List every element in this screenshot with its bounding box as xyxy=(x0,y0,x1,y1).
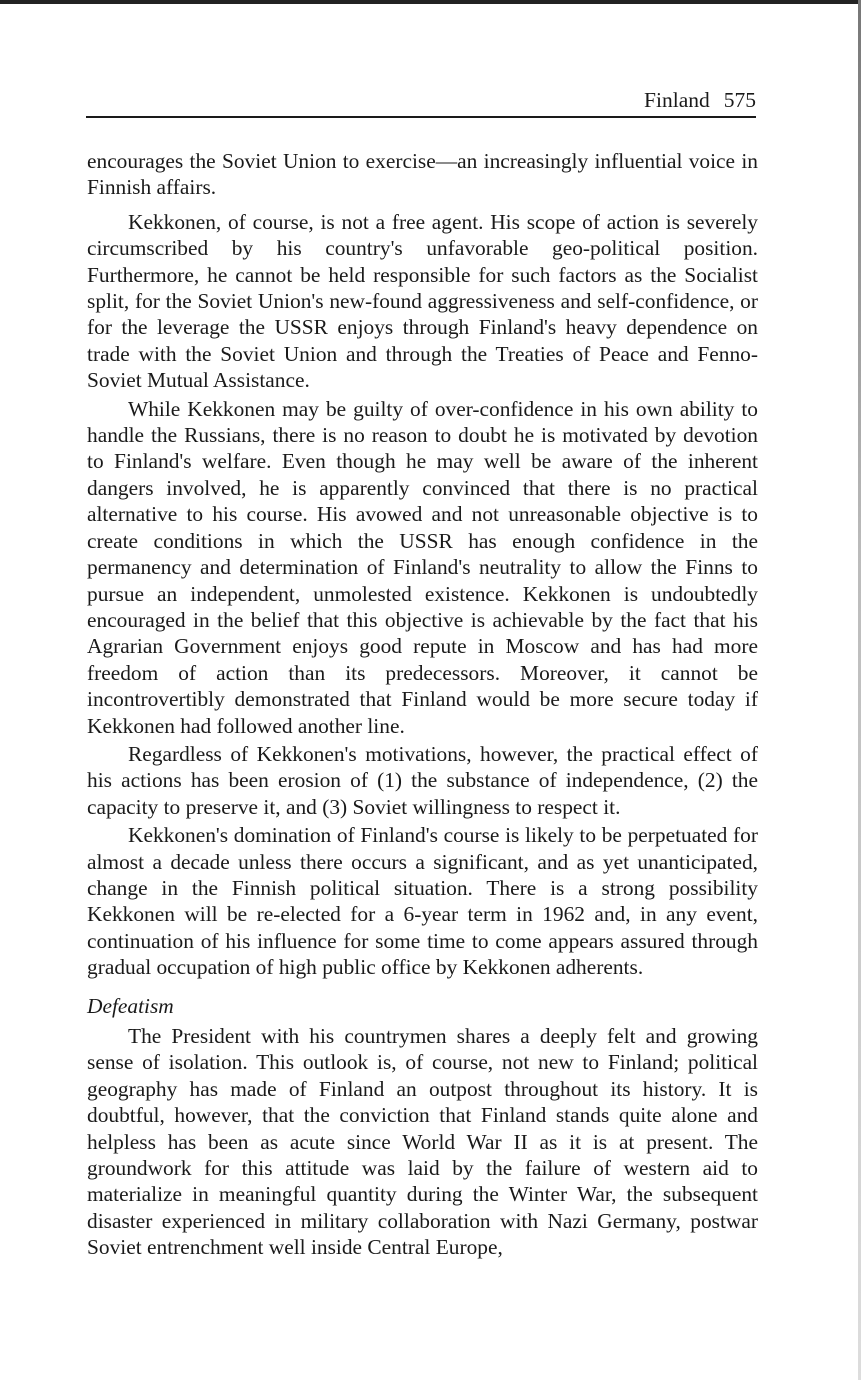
page-number: 575 xyxy=(723,88,756,112)
paragraph: Kekkonen, of course, is not a free agent. His scope of action is severely circumscribed by his country's unfavorable geo-political position. Furthermore, he cannot be held responsible for such factors as the Socialist split, for the Soviet Union's new-found aggressiveness and self-confidence, or for the leverage the USSR enjoys through Finland's heavy dependence on trade with the Soviet Union and through the Treaties of Peace and Fenno-Soviet Mutual Assistance. xyxy=(87,209,758,393)
paragraph: Kekkonen's domination of Finland's course is likely to be perpetuated for almost a decade unless there occurs a significant, and as yet unanticipated, change in the Finnish political situation. There is a strong possibility Kekkonen will be re-elected for a 6-year term in 1962 and, in any event, continuation of his influence for some time to come appears assured through gradual occupation of high public office by Kekkonen adherents. xyxy=(87,823,758,980)
paragraph: While Kekkonen may be guilty of over-confidence in his own ability to handle the Russians, there is no reason to doubt he is motivated by devotion to Finland's welfare. Even though he may well be aware of the inherent dangers involved, he is apparently convinced that there is no practical alternative to his course. His avowed and not unreasonable objective is to create conditions in which the USSR has enough confidence in the permanency and determination of Finland's neutrality to allow the Finns to pursue an independent, unmolested existence. Kekkonen is undoubtedly encouraged in the belief that this objective is achievable by the fact that his Agrarian Government enjoys good repute in Moscow and has had more freedom of action than its predecessors. Moreover, it cannot be incontrovertibly demonstrated that Finland would be more secure today if Kekkonen had followed another line. xyxy=(87,396,758,738)
section-title: Finland xyxy=(644,88,710,112)
paragraph: The President with his countrymen shares a deeply felt and growing sense of isolation. This outlook is, of course, not new to Finland; political geography has made of Finland an outpost throughout its history. It is doubtful, however, that the conviction that Finland stands quite alone and helpless has been as acute since World War II as it is at present. The groundwork for this attitude was laid by the failure of western aid to materialize in meaningful quantity during the Winter War, the subsequent disaster experienced in military collaboration with Nazi Germany, postwar Soviet entrenchment well inside Central Europe, xyxy=(87,1024,758,1260)
section-heading: Defeatism xyxy=(87,993,174,1018)
paragraph-continued: encourages the Soviet Union to exercise—an increasingly influential voice in Finnish affairs. xyxy=(87,149,758,200)
header-rule xyxy=(86,116,756,118)
body-text xyxy=(87,148,758,1261)
scan-top-edge xyxy=(0,0,861,4)
running-head xyxy=(86,84,756,116)
paragraph: Regardless of Kekkonen's motivations, however, the practical effect of his actions has been erosion of (1) the substance of independence, (2) the capacity to preserve it, and (3) Soviet willingness to respect it. xyxy=(87,741,758,819)
